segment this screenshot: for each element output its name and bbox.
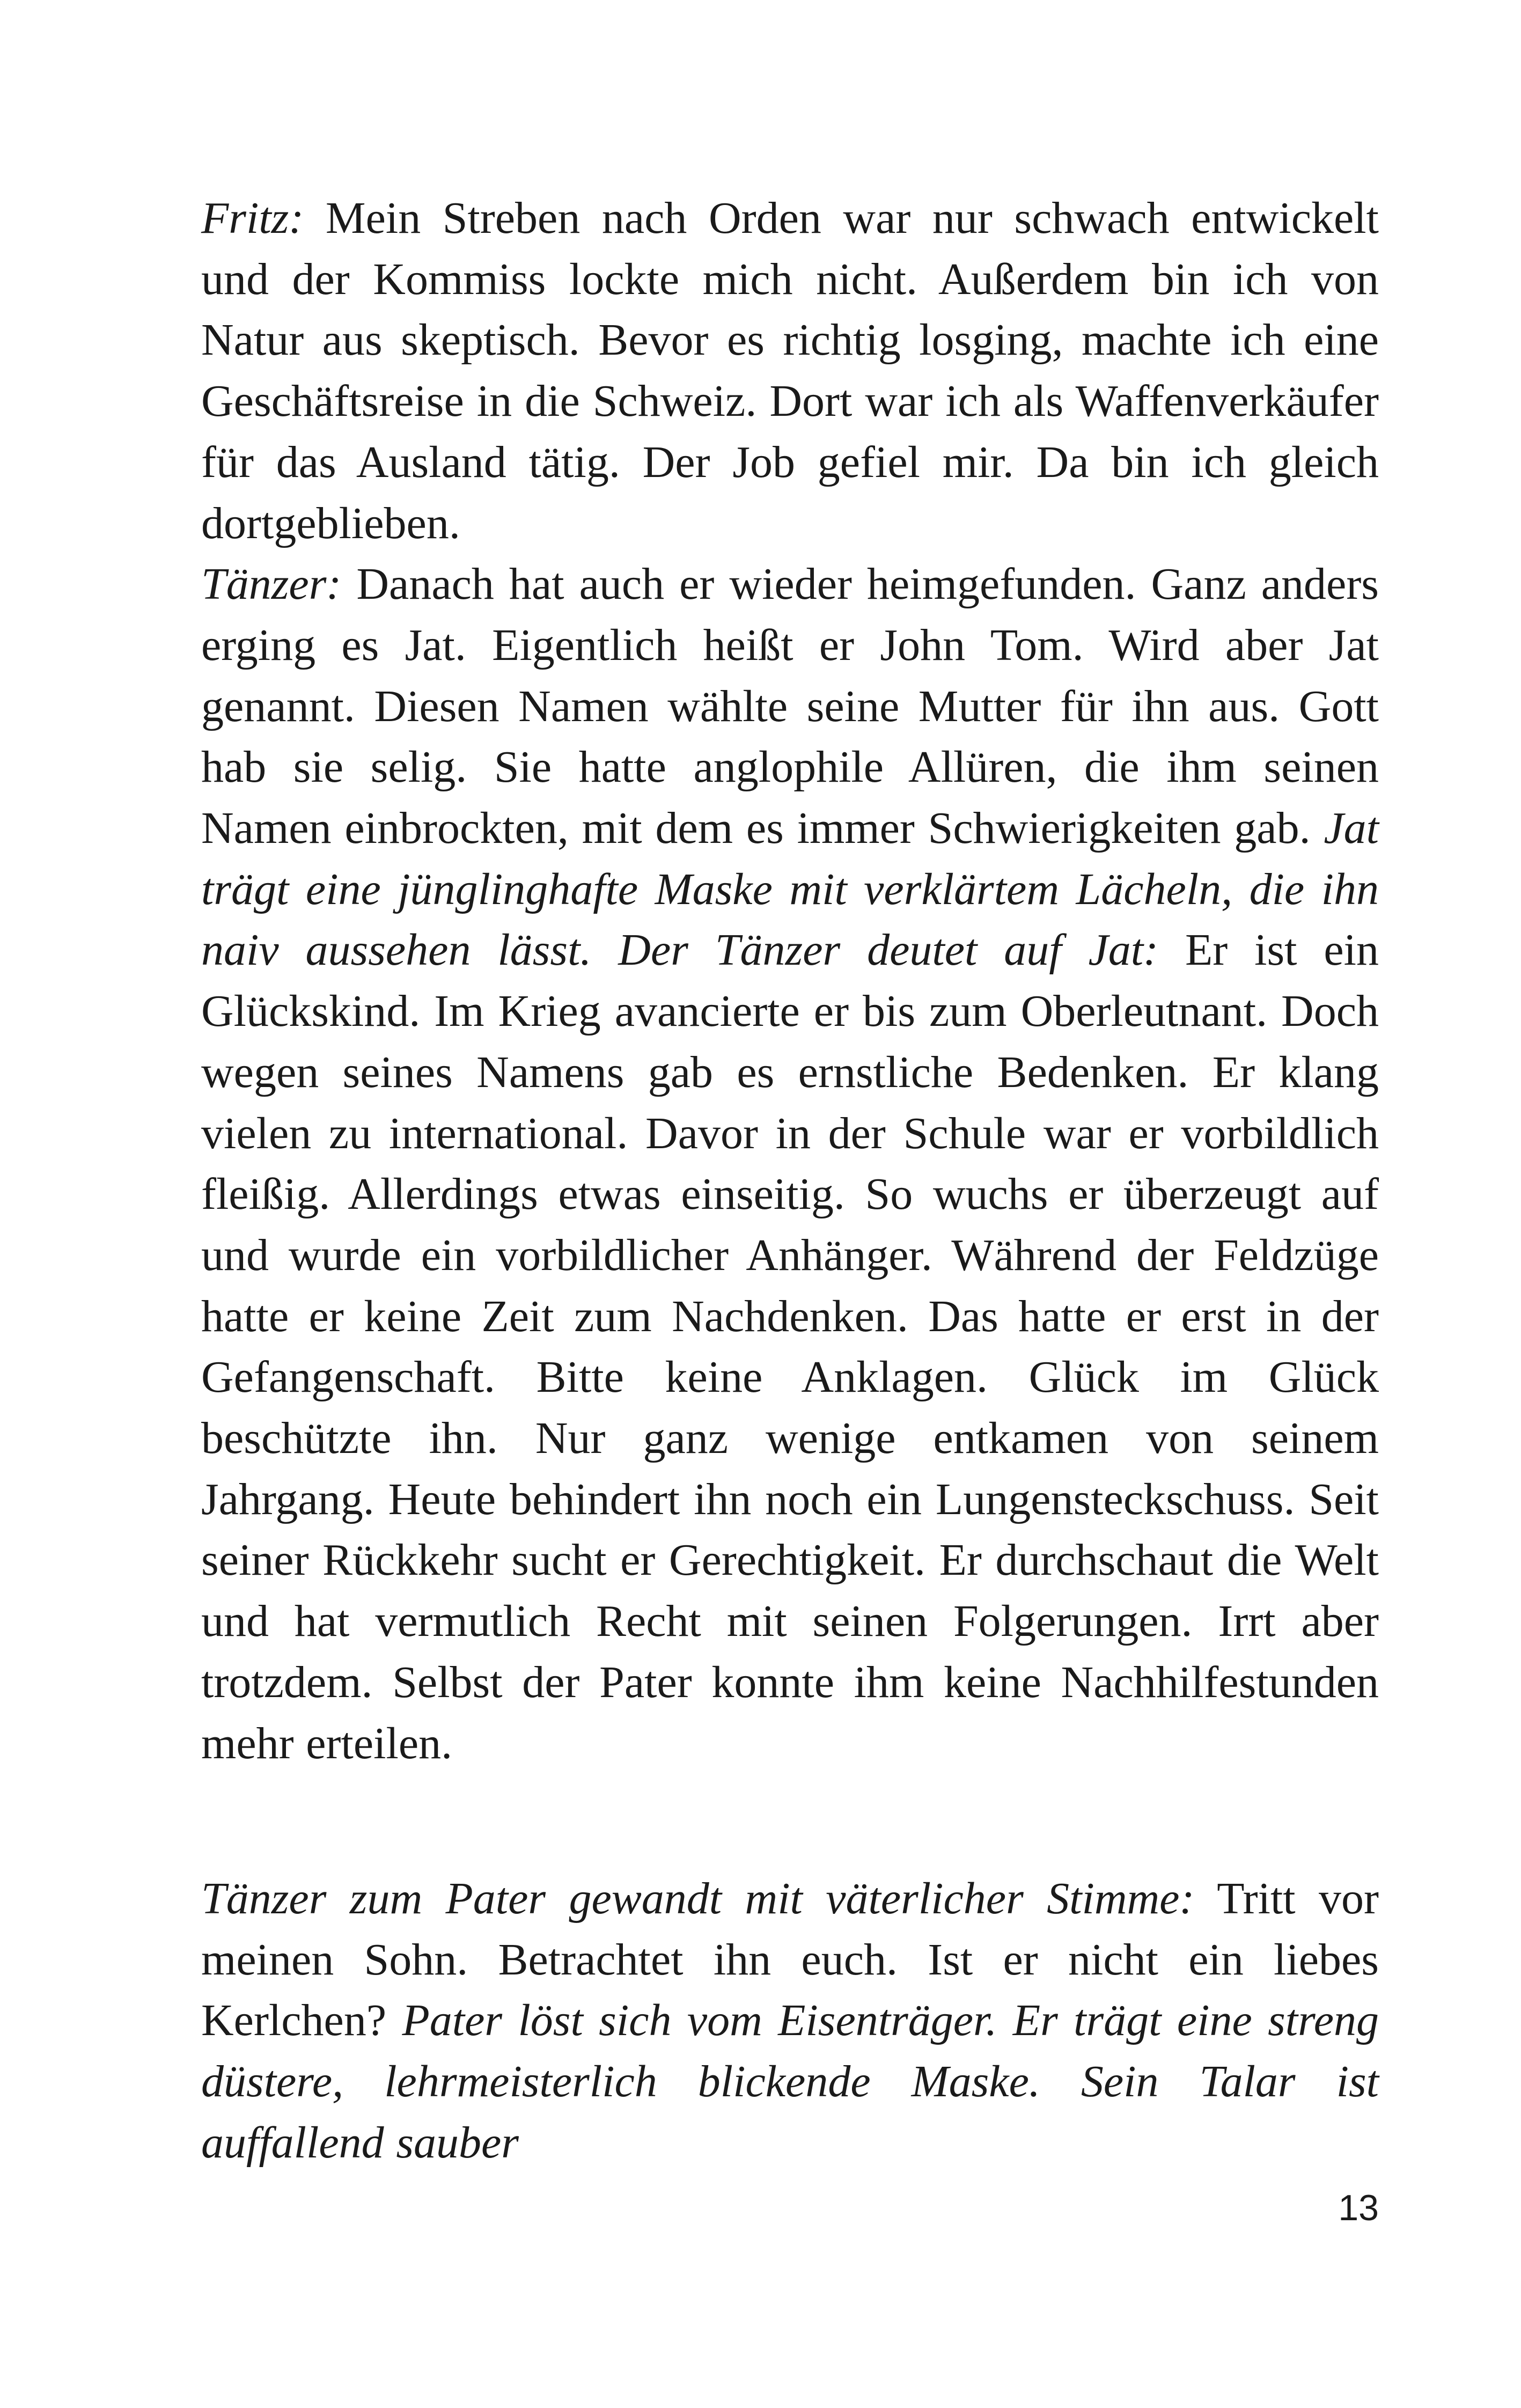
fritz-speech: Mein Streben nach Orden war nur schwach entwickelt und der Kommiss lockte mich nicht. Außerdem bin ich von Natur aus skeptisch. Bevor es richtig losging, machte ich eine Geschäftsreise in die Schweiz. Dort war ich als Waffenverkäufer für das Ausland tätig. Der Job gefiel mir. Da bin ich gleich dortgeblieben.	[201, 193, 1379, 548]
text-block-second	[201, 1868, 1379, 2174]
stage-direction-jat: Jat trägt eine jünglinghafte Maske mit verklärtem Lächeln, die ihn naiv aussehen lässt. Der Tänzer deutet auf Jat:	[201, 803, 1379, 975]
paragraph-fritz	[201, 188, 1379, 554]
taenzer-speech-part-1: Danach hat auch er wieder heimgefunden. Ganz anders erging es Jat. Eigentlich heißt er John Tom. Wird aber Jat genannt. Diesen Namen wählte seine Mutter für ihn aus. Gott hab sie selig. Sie hatte anglophile Allüren, die ihm seinen Namen einbrockten, mit dem es immer Schwierigkeiten gab.	[201, 559, 1379, 854]
stage-direction-pater: Pater löst sich vom Eisenträger. Er trägt eine streng düstere, lehrmeisterlich blickende Maske. Sein Talar ist auffallend sauber	[201, 1995, 1379, 2168]
speaker-fritz: Fritz:	[201, 193, 304, 243]
taenzer-speech-to-pater: Tritt vor meinen Sohn. Betrachtet ihn euch. Ist er nicht ein liebes Kerlchen?	[201, 1874, 1379, 2046]
stage-direction-taenzer-to-pater: Tänzer zum Pater gewandt mit väterlicher Stimme:	[201, 1874, 1195, 1924]
paragraph-taenzer	[201, 554, 1379, 1774]
text-block-main	[201, 188, 1379, 1774]
page-number: 13	[1338, 2187, 1379, 2228]
paragraph-pater	[201, 1868, 1379, 2174]
taenzer-speech-part-2: Er ist ein Glückskind. Im Krieg avancierte er bis zum Oberleutnant. Doch wegen seines Namens gab es ernstliche Bedenken. Er klang vielen zu international. Davor in der Schule war er vorbildlich fleißig. Allerdings etwas einseitig. So wuchs er überzeugt auf und wurde ein vorbildlicher Anhänger. Während der Feldzüge hatte er keine Zeit zum Nachdenken. Das hatte er erst in der Gefangenschaft. Bitte keine Anklagen. Glück im Glück beschützte ihn. Nur ganz wenige entkamen von seinem Jahrgang. Heute behindert ihn noch ein Lungensteckschuss. Seit seiner Rückkehr sucht er Gerechtigkeit. Er durchschaut die Welt und hat vermutlich Recht mit seinen Folgerungen. Irrt aber trotzdem. Selbst der Pater konnte ihm keine Nachhilfestunden mehr erteilen.	[201, 925, 1379, 1768]
speaker-taenzer: Tänzer:	[201, 559, 342, 610]
